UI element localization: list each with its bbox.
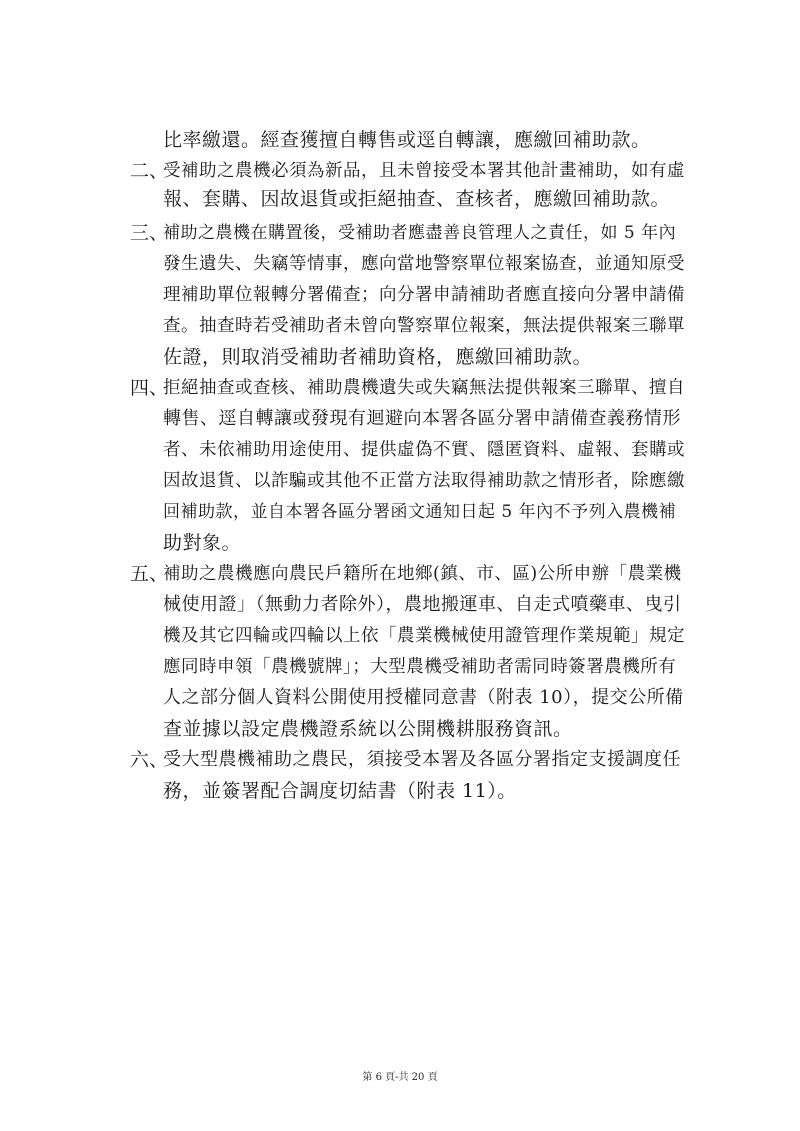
clause-line: 人之部分個人資料公開使用授權同意書（附表 10），提交公所備 <box>163 687 684 708</box>
clause-line: 佐證，則取消受補助者補助資格，應繳回補助款。 <box>163 346 593 368</box>
clause-marker: 五、 <box>130 563 169 585</box>
clause-line: 報、套購、因故退貨或拒絕抽查、查核者，應繳回補助款。 <box>163 188 671 210</box>
page-number-footer: 第 6 頁-共 20 頁 <box>362 1072 438 1083</box>
carry-over-line: 比率繳還。經查獲擅自轉售或逕自轉讓，應繳回補助款。 <box>163 129 651 151</box>
clause-line: 查並據以設定農機證系統以公開機耕服務資訊。 <box>163 718 573 740</box>
clause-line: 補助之農機在購置後，受補助者應盡善良管理人之責任，如 5 年內 <box>163 223 677 243</box>
clause-line: 者、未依補助用途使用、提供虛偽不實、隱匿資料、虛報、套購或 <box>163 440 685 460</box>
clause-line: 受補助之農機必須為新品，且未曾接受本署其他計畫補助，如有虛 <box>163 161 685 181</box>
clause-line: 助對象。 <box>163 532 242 554</box>
clause-marker: 六、 <box>130 749 169 771</box>
clause-line: 因故退貨、以詐騙或其他不正當方法取得補助款之情形者，除應繳 <box>163 471 685 491</box>
clause-marker: 四、 <box>130 377 169 399</box>
clause-line: 補助之農機應向農民戶籍所在地鄉(鎮、市、區)公所申辦「農業機 <box>163 564 682 584</box>
clause-line: 務，並簽署配合調度切結書（附表 11）。 <box>163 780 517 802</box>
clause-line: 受大型農機補助之農民，須接受本署及各區分署指定支援調度任 <box>163 749 681 770</box>
clause-line: 查。抽查時若受補助者未曾向警察單位報案，無法提供報案三聯單 <box>163 316 685 336</box>
clause-line: 理補助單位報轉分署備查；向分署申請補助者應直接向分署申請備 <box>163 285 685 305</box>
clause-line: 應同時申領「農機號牌」；大型農機受補助者需同時簽署農機所有 <box>163 657 677 677</box>
clause-marker: 三、 <box>130 222 169 244</box>
clause-line: 發生遺失、失竊等情事，應向當地警察單位報案協查，並通知原受 <box>163 254 685 274</box>
clause-line: 械使用證」（無動力者除外），農地搬運車、自走式噴藥車、曳引 <box>163 594 682 615</box>
clause-line: 回補助款，並自本署各區分署函文通知日起 5 年內不予列入農機補 <box>163 502 677 522</box>
clause-marker: 二、 <box>130 160 169 182</box>
clause-line: 轉售、逕自轉讓或發現有迴避向本署各區分署申請備查義務情形 <box>163 408 681 429</box>
clause-line: 拒絕抽查或查核、補助農機遺失或失竊無法提供報案三聯單、擅自 <box>163 378 685 398</box>
clause-line: 機及其它四輪或四輪以上依「農業機械使用證管理作業規範」規定 <box>163 626 685 646</box>
